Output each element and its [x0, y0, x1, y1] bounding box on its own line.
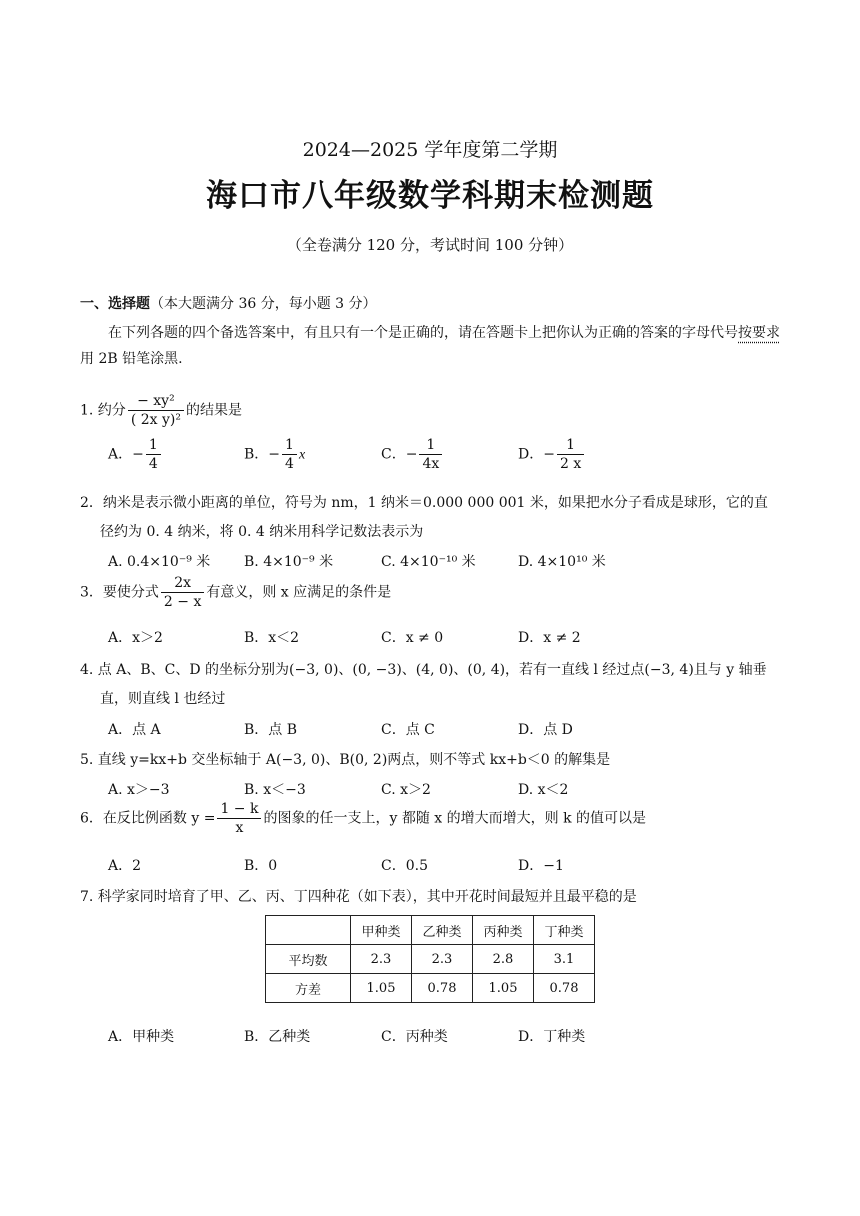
section-instruction	[80, 320, 790, 372]
q1-c-den: 4x	[422, 456, 440, 472]
section-note: （本大题满分 36 分，每小题 3 分）	[150, 296, 377, 312]
table-cell: 2.3	[351, 945, 412, 974]
table-cell: 2.3	[412, 945, 473, 974]
question-1	[80, 392, 242, 429]
q7-option-a: A．甲种类	[108, 1029, 175, 1045]
q3-option-c: C．x ≠ 0	[381, 630, 444, 646]
table-row	[266, 974, 595, 1003]
question-7: 7. 科学家同时培育了甲、乙、丙、丁四种花（如下表），其中开花时间最短并且最平稳的是	[80, 889, 637, 905]
q1-d-den: 2 x	[559, 456, 582, 472]
question-4-line1: 4. 点 A、B、C、D 的坐标分别为(−3, 0)、(0, −3)、(4, 0)、(0, 4)，若有一直线 l 经过点(−3, 4)且与 y 轴垂	[80, 662, 767, 678]
q2-option-d: D. 4×10¹⁰ 米	[518, 554, 606, 570]
question-2-line1: 2．纳米是表示微小距离的单位，符号为 nm，1 纳米＝0.000 000 001 米，如果把水分子看成是球形，它的直	[80, 495, 768, 511]
table-cell: 3.1	[534, 945, 595, 974]
question-4-line2: 直，则直线 l 也经过	[100, 691, 226, 707]
q6-fraction	[217, 800, 261, 837]
q1-d-num: 1	[557, 436, 584, 455]
table-header-row	[266, 916, 595, 945]
q1-option-d-label: D．	[518, 446, 544, 463]
q7-option-c: C．丙种类	[381, 1029, 448, 1045]
q6-option-d: D．−1	[518, 858, 564, 874]
q1-option-b	[244, 436, 305, 473]
q4-option-d: D．点 D	[518, 722, 573, 738]
q1-c-num: 1	[419, 436, 442, 455]
q3-option-d: D．x ≠ 2	[518, 630, 581, 646]
question-2-line2: 径约为 0. 4 纳米，将 0. 4 纳米用科学记数法表示为	[100, 524, 424, 540]
q6-option-a: A．2	[108, 858, 142, 874]
table-cell: 平均数	[266, 945, 351, 974]
q1-option-b-label: B．	[244, 446, 269, 463]
table-cell: 方差	[266, 974, 351, 1003]
table-header-cell: 甲种类	[351, 916, 412, 945]
q4-option-b: B．点 B	[244, 722, 298, 738]
q1-c-frac	[419, 436, 442, 473]
q1-b-den: 4	[285, 456, 294, 472]
table-cell: 2.8	[473, 945, 534, 974]
q3-fraction	[161, 574, 204, 611]
instruction-part1: 在下列各题的四个备选答案中，有且只有一个是正确的，请在答题卡上把你认为正确的答案的字母代号	[108, 325, 738, 341]
table-cell: 0.78	[534, 974, 595, 1003]
year-line: 2024—2025 学年度第二学期	[302, 139, 558, 161]
q1-b-sign: −	[268, 446, 281, 463]
q5-option-c: C. x＞2	[381, 782, 431, 798]
q7-option-b: B．乙种类	[244, 1029, 311, 1045]
q5-option-b: B. x＜−3	[244, 782, 306, 798]
q1-b-tail: x	[298, 447, 306, 463]
q1-a-den: 4	[148, 456, 158, 472]
q4-option-c: C．点 C	[381, 722, 435, 738]
table-cell: 1.05	[473, 974, 534, 1003]
q1-a-num: 1	[146, 436, 161, 455]
instruction-part2: 用 2B 铅笔涂黑.	[80, 351, 183, 367]
q4-option-a: A．点 A	[108, 722, 161, 738]
q1-b-num: 1	[282, 436, 297, 455]
q1-option-c	[381, 436, 444, 473]
q1-option-a	[108, 436, 163, 473]
table-cell: 1.05	[351, 974, 412, 1003]
question-5: 5. 直线 y=kx+b 交坐标轴于 A(−3, 0)、B(0, 2)两点，则不等式 kx+b＜0 的解集是	[80, 752, 611, 768]
q1-a-sign: −	[132, 446, 144, 463]
q1-d-frac	[557, 436, 584, 473]
q5-option-a: A. x＞−3	[108, 782, 170, 798]
q3-option-a: A．x＞2	[108, 630, 163, 646]
question-3	[80, 574, 391, 611]
q1-prefix: 1. 约分	[80, 402, 126, 419]
q7-option-d: D．丁种类	[518, 1029, 586, 1045]
q3-frac-num: 2x	[161, 574, 204, 593]
section-title: 一、选择题	[80, 296, 150, 312]
q6-frac-num: 1 − k	[217, 800, 261, 819]
q1-a-frac	[146, 436, 161, 473]
q6-option-b: B．0	[244, 858, 278, 874]
q1-suffix: 的结果是	[185, 402, 242, 419]
q3-prefix: 3．要使分式	[80, 584, 159, 601]
table-cell: 0.78	[412, 974, 473, 1003]
flower-table	[265, 915, 595, 1003]
instruction-emphasis: 按要求	[738, 325, 780, 341]
q1-d-sign: −	[543, 446, 555, 463]
q1-b-frac	[282, 436, 297, 473]
q6-option-c: C．0.5	[381, 858, 428, 874]
table-row	[266, 945, 595, 974]
table-header-cell: 乙种类	[412, 916, 473, 945]
q1-frac-num: − xy²	[128, 392, 184, 411]
q3-suffix: 有意义，则 x 应满足的条件是	[206, 584, 392, 601]
exam-title: 海口市八年级数学科期末检测题	[206, 178, 654, 214]
q3-frac-den: 2 − x	[163, 594, 202, 610]
q1-c-sign: −	[405, 446, 418, 463]
q1-frac-den: ( 2x y)²	[130, 412, 181, 428]
q6-frac-den: x	[235, 820, 244, 836]
q1-option-d	[518, 436, 586, 473]
table-header-cell: 丙种类	[473, 916, 534, 945]
exam-subtitle: （全卷满分 120 分，考试时间 100 分钟）	[286, 236, 574, 254]
q6-suffix: 的图象的任一支上，y 都随 x 的增大而增大，则 k 的值可以是	[263, 810, 647, 827]
q1-fraction	[128, 392, 184, 429]
q2-option-c: C. 4×10⁻¹⁰ 米	[381, 554, 476, 570]
question-6	[80, 800, 646, 837]
q2-option-b: B. 4×10⁻⁹ 米	[244, 554, 334, 570]
table-header-cell: 丁种类	[534, 916, 595, 945]
q1-option-a-label: A．	[108, 446, 133, 463]
q6-prefix: 6．在反比例函数 y =	[80, 810, 216, 827]
q5-option-d: D. x＜2	[518, 782, 569, 798]
q2-option-a: A. 0.4×10⁻⁹ 米	[108, 554, 211, 570]
q3-option-b: B．x＜2	[244, 630, 300, 646]
table-header-cell	[266, 916, 351, 945]
q1-option-c-label: C．	[381, 446, 406, 463]
section-heading	[80, 293, 377, 313]
